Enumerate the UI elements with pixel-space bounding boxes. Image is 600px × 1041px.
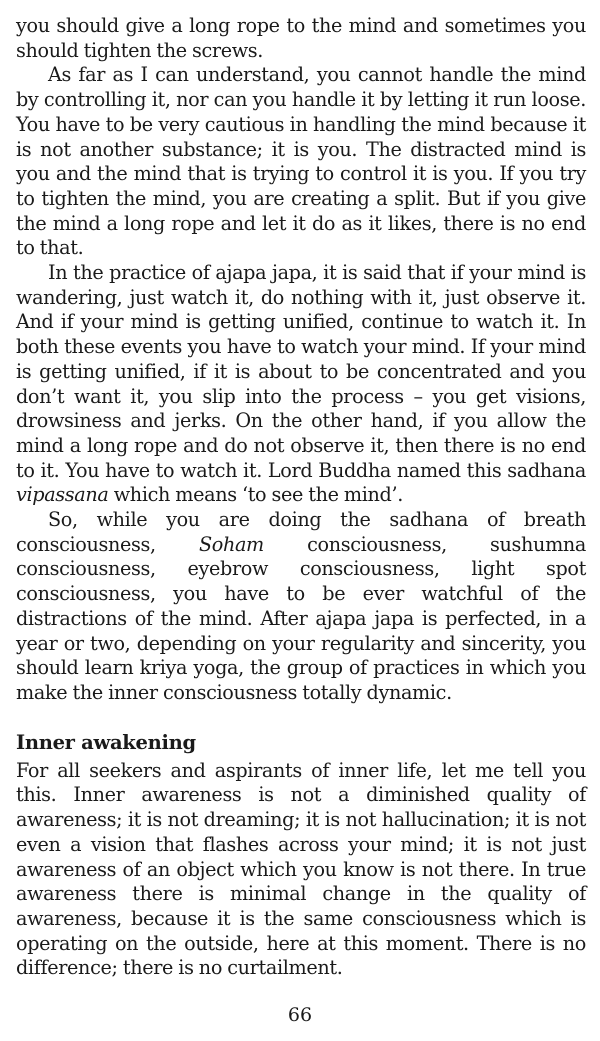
paragraph-2 [16,63,586,261]
text-run: consciousness, sushumna consciousness, eyebrow consciousness, light spot consciousness, you have to be ever watchful of the distractions of the mind. After ajapa japa is perfected, in a year or two, depending on your regularity and sincerity, you should learn kriya yoga, the group of practices in which you make the inner consciousness totally dynamic. [16,532,587,704]
text-run: So, while you are doing the sadhana of breath consciousness, [16,508,586,556]
paragraph-3 [16,261,586,508]
book-page [16,14,586,981]
paragraph-5: For all seekers and aspirants of inner life, let me tell you this. Inner awareness is not a diminished quality of awareness; it is not dreaming; it is not hallucination; it is not even a vision that flashes across your mind; it is not just awareness of an object which you know is not there. In true awareness there is minimal change in the quality of awareness, because it is the same consciousness which is operating on the outside, here at this moment. There is no difference; there is no curtailment. [16,758,586,980]
text-run: In the practice of ajapa japa, it is said that if your mind is wandering, just watch it, do nothing with it, just observe it. And if your mind is getting unified, continue to watch it. In both these events you have to watch your mind. If your mind is getting unified, if it is about to be concentrated and you don’t want it, you slip into the process – you get visions, drowsiness and jerks. On the other hand, if you allow the mind a long rope and do not observe it, then there is no end to it. You have to watch it. Lord Buddha named this sadhana [16,261,586,482]
text-run: As far as I can understand, you cannot handle the mind by controlling it, nor can you handle it by letting it run loose. You have to be very cautious in handling the mind because it is not another substance; it is you. The distracted mind is you and the mind that is trying to control it is you. If you try to tighten the mind, you are creating a split. But if you give the mind a long rope and let it do as it likes, there is no end to that. [16,63,586,260]
italic-term: Soham [198,532,264,556]
text-run: you should give a long rope to the mind and sometimes you should tighten the screws. [16,14,586,62]
text-run: which means ‘to see the mind’. [108,483,403,507]
section-heading: Inner awakening [16,730,196,754]
italic-term: vipassana [16,483,109,507]
paragraph-4 [16,508,586,706]
page-number: 66 [287,1004,313,1026]
paragraph-1 [16,14,586,63]
